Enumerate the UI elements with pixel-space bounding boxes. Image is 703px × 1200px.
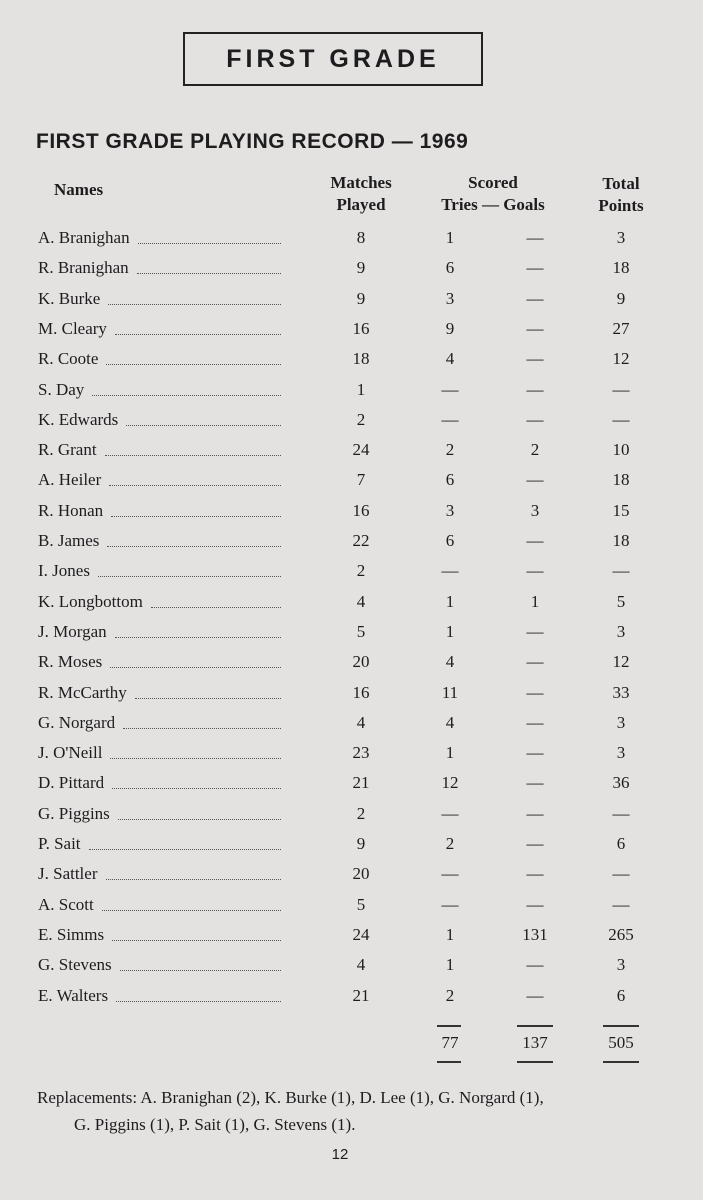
goals-scored: 2 [530, 440, 540, 459]
table-row [0, 410, 703, 440]
player-name: R. Honan [38, 501, 104, 520]
leader-dots [151, 604, 281, 608]
player-name: J. Sattler [38, 864, 98, 883]
total-points: 6 [616, 834, 626, 853]
replacements-line2: G. Piggins (1), P. Sait (1), G. Stevens (1). [74, 1115, 356, 1134]
header-total [581, 173, 661, 217]
leader-dots [106, 361, 281, 365]
goals-scored: — [526, 895, 544, 914]
leader-dots [110, 755, 281, 759]
leader-dots [98, 573, 281, 577]
goals-scored: — [526, 743, 544, 762]
player-name: R. Branighan [38, 258, 129, 277]
table-row [0, 955, 703, 985]
goals-total-rule-top [517, 1025, 553, 1027]
tries-scored: 4 [445, 713, 455, 732]
total-points: 6 [616, 986, 626, 1005]
header-matches-line2: Played [336, 195, 386, 214]
goals-scored: 1 [530, 592, 540, 611]
total-points: 27 [612, 319, 630, 338]
table-title: FIRST GRADE PLAYING RECORD — 1969 [36, 130, 469, 153]
total-points: 265 [608, 925, 634, 944]
table-row [0, 319, 703, 349]
player-name: G. Norgard [38, 713, 116, 732]
goals-scored: — [526, 410, 544, 429]
total-goals: 137 [522, 1033, 548, 1052]
leader-dots [109, 482, 281, 486]
table-row [0, 440, 703, 470]
player-name: A. Scott [38, 895, 94, 914]
header-total-line2: Points [598, 196, 644, 215]
player-name: R. Coote [38, 349, 99, 368]
tries-scored: 2 [445, 834, 455, 853]
table-row [0, 501, 703, 531]
player-name: B. James [38, 531, 100, 550]
matches-played: 23 [352, 743, 370, 762]
header-scored [413, 172, 573, 216]
goals-total-rule-bottom [517, 1061, 553, 1063]
total-points: — [612, 864, 630, 883]
leader-dots [89, 846, 281, 850]
total-points: — [612, 561, 630, 580]
total-points: 3 [616, 743, 626, 762]
table-row [0, 652, 703, 682]
goals-scored: — [526, 561, 544, 580]
leader-dots [120, 967, 281, 971]
tries-scored: 4 [445, 652, 455, 671]
goals-scored: — [526, 289, 544, 308]
tries-scored: 12 [441, 773, 459, 792]
goals-scored: — [526, 380, 544, 399]
matches-played: 7 [356, 470, 366, 489]
tries-scored: 6 [445, 531, 455, 550]
matches-played: 5 [356, 622, 366, 641]
player-name: K. Edwards [38, 410, 119, 429]
table-row [0, 743, 703, 773]
tries-scored: 1 [445, 743, 455, 762]
tries-scored: — [441, 895, 459, 914]
matches-played: 9 [356, 258, 366, 277]
total-points: 18 [612, 258, 630, 277]
goals-scored: — [526, 319, 544, 338]
goals-scored: — [526, 258, 544, 277]
total-points: 15 [612, 501, 630, 520]
table-row [0, 561, 703, 591]
header-matches [321, 172, 401, 216]
matches-played: 16 [352, 683, 370, 702]
matches-played: 16 [352, 319, 370, 338]
tries-scored: 11 [441, 683, 459, 702]
page-number: 12 [331, 1146, 349, 1163]
leader-dots [137, 270, 281, 274]
player-name: I. Jones [38, 561, 90, 580]
goals-scored: — [526, 986, 544, 1005]
goals-scored: 131 [522, 925, 548, 944]
total-points: 3 [616, 228, 626, 247]
header-scored-label: Scored [468, 173, 518, 192]
total-points: — [612, 410, 630, 429]
matches-played: 4 [356, 592, 366, 611]
total-points: 33 [612, 683, 630, 702]
matches-played: 18 [352, 349, 370, 368]
points-total-rule-bottom [603, 1061, 639, 1063]
replacements-note [37, 1084, 667, 1138]
points-total-rule-top [603, 1025, 639, 1027]
total-points: — [612, 804, 630, 823]
total-points: 3 [616, 955, 626, 974]
leader-dots [115, 331, 281, 335]
matches-played: 16 [352, 501, 370, 520]
tries-scored: 3 [445, 501, 455, 520]
goals-scored: — [526, 470, 544, 489]
header-matches-line1: Matches [330, 173, 392, 192]
leader-dots [106, 876, 282, 880]
table-row [0, 531, 703, 561]
leader-dots [111, 513, 281, 517]
goals-scored: — [526, 531, 544, 550]
goals-scored: — [526, 834, 544, 853]
goals-scored: — [526, 652, 544, 671]
leader-dots [105, 452, 281, 456]
leader-dots [92, 392, 281, 396]
player-name: S. Day [38, 380, 85, 399]
goals-scored: — [526, 622, 544, 641]
tries-total-rule-top [437, 1025, 461, 1027]
goals-scored: — [526, 683, 544, 702]
matches-played: 21 [352, 986, 370, 1005]
tries-scored: — [441, 804, 459, 823]
goals-scored: — [526, 773, 544, 792]
table-row [0, 895, 703, 925]
header-total-line1: Total [602, 174, 640, 193]
matches-played: 2 [356, 561, 366, 580]
leader-dots [138, 240, 281, 244]
replacements-line1: Replacements: A. Branighan (2), K. Burke (1), D. Lee (1), G. Norgard (1), [37, 1088, 544, 1107]
player-name: P. Sait [38, 834, 81, 853]
tries-scored: 1 [445, 622, 455, 641]
total-points: 5 [616, 592, 626, 611]
tries-scored: 9 [445, 319, 455, 338]
tries-scored: 1 [445, 592, 455, 611]
total-points: — [612, 380, 630, 399]
total-points: 18 [612, 470, 630, 489]
table-row [0, 683, 703, 713]
total-points: 12 [612, 652, 630, 671]
tries-scored: 1 [445, 955, 455, 974]
player-name: J. Morgan [38, 622, 107, 641]
goals-scored: — [526, 804, 544, 823]
matches-played: 24 [352, 440, 370, 459]
tries-scored: — [441, 561, 459, 580]
player-name: A. Heiler [38, 470, 102, 489]
matches-played: 4 [356, 955, 366, 974]
matches-played: 2 [356, 410, 366, 429]
tries-scored: 1 [445, 228, 455, 247]
matches-played: 24 [352, 925, 370, 944]
tries-total-rule-bottom [437, 1061, 461, 1063]
player-name: A. Branighan [38, 228, 130, 247]
player-name: R. Moses [38, 652, 103, 671]
player-name: R. Grant [38, 440, 97, 459]
matches-played: 9 [356, 289, 366, 308]
player-name: D. Pittard [38, 773, 105, 792]
player-name: G. Stevens [38, 955, 112, 974]
tries-scored: 6 [445, 258, 455, 277]
table-row [0, 470, 703, 500]
leader-dots [107, 543, 281, 547]
player-name: E. Walters [38, 986, 109, 1005]
matches-played: 22 [352, 531, 370, 550]
tries-scored: 4 [445, 349, 455, 368]
leader-dots [110, 664, 281, 668]
goals-scored: — [526, 864, 544, 883]
header-tries-goals: Tries — Goals [441, 195, 545, 214]
header-names: Names [54, 180, 104, 199]
goals-scored: — [526, 228, 544, 247]
tries-scored: — [441, 380, 459, 399]
matches-played: 1 [356, 380, 366, 399]
tries-scored: 1 [445, 925, 455, 944]
table-row [0, 289, 703, 319]
leader-dots [102, 907, 281, 911]
leader-dots [115, 634, 281, 638]
goals-scored: — [526, 955, 544, 974]
leader-dots [123, 725, 281, 729]
player-name: K. Longbottom [38, 592, 143, 611]
total-points: 10 [612, 440, 630, 459]
table-row [0, 258, 703, 288]
player-name: K. Burke [38, 289, 101, 308]
table-row [0, 592, 703, 622]
total-points: 3 [616, 622, 626, 641]
table-row [0, 622, 703, 652]
player-name: M. Cleary [38, 319, 107, 338]
leader-dots [112, 785, 281, 789]
player-name: J. O'Neill [38, 743, 103, 762]
tries-scored: 2 [445, 440, 455, 459]
matches-played: 8 [356, 228, 366, 247]
table-row [0, 349, 703, 379]
table-row [0, 380, 703, 410]
goals-scored: 3 [530, 501, 540, 520]
player-name: G. Piggins [38, 804, 110, 823]
matches-played: 20 [352, 864, 370, 883]
goals-scored: — [526, 349, 544, 368]
table-row [0, 925, 703, 955]
total-points: 36 [612, 773, 630, 792]
leader-dots [135, 695, 281, 699]
total-points: 18 [612, 531, 630, 550]
matches-played: 4 [356, 713, 366, 732]
matches-played: 20 [352, 652, 370, 671]
table-row [0, 986, 703, 1016]
matches-played: 5 [356, 895, 366, 914]
total-points: — [612, 895, 630, 914]
leader-dots [118, 816, 281, 820]
tries-scored: 6 [445, 470, 455, 489]
table-row [0, 864, 703, 894]
matches-played: 2 [356, 804, 366, 823]
table-row [0, 834, 703, 864]
table-row [0, 713, 703, 743]
tries-scored: — [441, 410, 459, 429]
total-tries: 77 [441, 1033, 459, 1052]
tries-scored: 2 [445, 986, 455, 1005]
player-name: E. Simms [38, 925, 105, 944]
table-row [0, 228, 703, 258]
table-row [0, 804, 703, 834]
matches-played: 9 [356, 834, 366, 853]
leader-dots [112, 937, 281, 941]
total-points: 12 [612, 349, 630, 368]
tries-scored: — [441, 864, 459, 883]
total-points: 9 [616, 289, 626, 308]
total-points: 3 [616, 713, 626, 732]
leader-dots [108, 301, 281, 305]
goals-scored: — [526, 713, 544, 732]
table-row [0, 773, 703, 803]
matches-played: 21 [352, 773, 370, 792]
tries-scored: 3 [445, 289, 455, 308]
page-heading: FIRST GRADE [183, 32, 483, 86]
leader-dots [126, 422, 281, 426]
total-points: 505 [608, 1033, 634, 1052]
leader-dots [116, 998, 281, 1002]
player-name: R. McCarthy [38, 683, 127, 702]
